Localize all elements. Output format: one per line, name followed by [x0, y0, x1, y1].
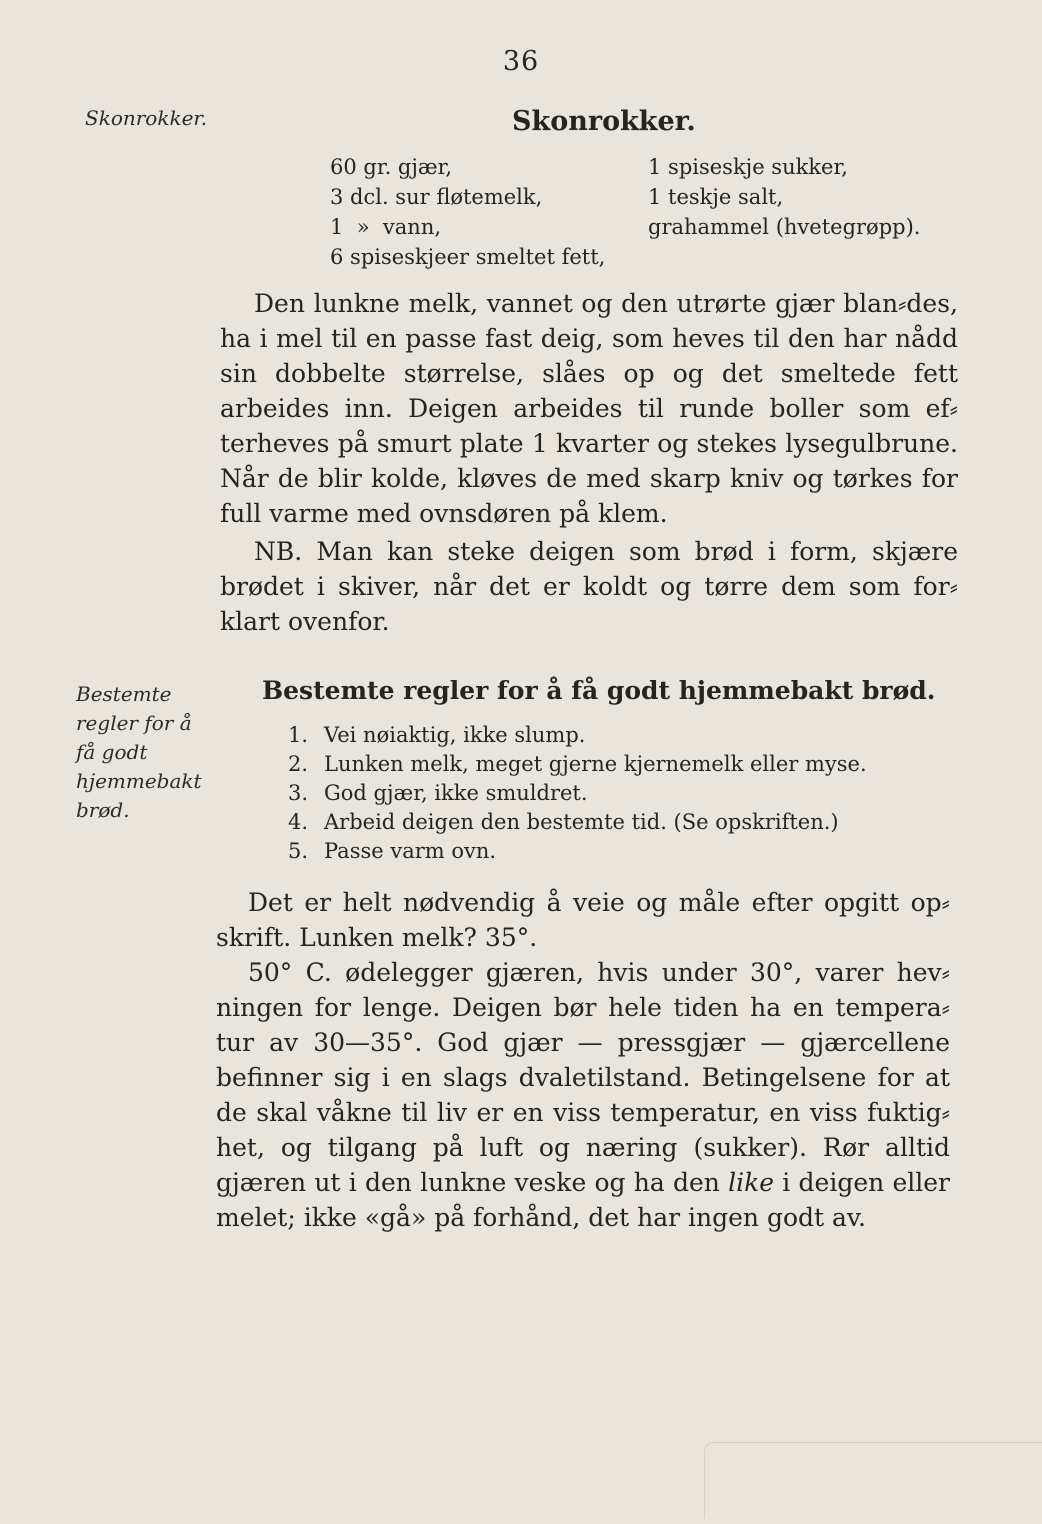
explanation-text: 50° C. ødelegger gjæren, hvis under 30°, varer hev⸗ningen for lenge. Deigen bør hele tiden ha en tempera⸗tur av 30—35°. God gjær — pressgjær — gjærcellene befinner sig i en slags dvaletilstand. Betingelsene for at de skal våkne til liv er en viss temperatur, en viss fuktig⸗het, og tilgang på luft og næring (sukker). Rør alltid gjæren ut i den lunkne veske og ha den — [216, 958, 950, 1197]
ingredient-item: 1 spiseskje sukker, — [648, 155, 848, 179]
emphasis-word: like — [728, 1168, 775, 1197]
heading-bestemte-regler: Bestemte regler for å få godt hjemmebakt brød. — [262, 676, 936, 705]
ingredient-item: 1 » vann, — [330, 215, 442, 239]
ingredient-item: 60 gr. gjær, — [330, 155, 453, 179]
rules-list — [288, 721, 867, 866]
margin-note-skonrokker: Skonrokker. — [85, 106, 208, 130]
rule-number: 4. — [288, 810, 309, 834]
rule-number: 1. — [288, 723, 309, 747]
rule-text: Vei nøiaktig, ikke slump. — [324, 723, 586, 747]
explanation-paragraph-1: Det er helt nødvendig å veie og måle efter opgitt op⸗skrift. Lunken melk? 35°. — [216, 888, 950, 952]
rule-text: Lunken melk, meget gjerne kjernemelk eller myse. — [324, 752, 867, 776]
rule-text: Arbeid deigen den bestemte tid. (Se opskriften.) — [324, 810, 839, 834]
page-number: 36 — [502, 46, 540, 77]
heading-skonrokker: Skonrokker. — [512, 106, 696, 137]
rule-number: 5. — [288, 839, 309, 863]
rule-number: 2. — [288, 752, 309, 776]
page-corner-mark — [704, 1442, 1042, 1519]
ingredient-item: grahammel (hvetegrøpp). — [648, 215, 921, 239]
ingredients-right-column — [648, 152, 920, 242]
ingredients-left-column — [330, 152, 605, 272]
rule-item — [288, 837, 867, 866]
rule-text: God gjær, ikke smuldret. — [324, 781, 588, 805]
rule-text: Passe varm ovn. — [324, 839, 497, 863]
ingredient-item: 1 teskje salt, — [648, 185, 784, 209]
ingredient-item: 6 spiseskjeer smeltet fett, — [330, 245, 606, 269]
rule-item — [288, 808, 867, 837]
rule-item — [288, 721, 867, 750]
method-paragraph: Den lunkne melk, vannet og den utrørte gjær blan⸗des, ha i mel til en passe fast deig, som heves til den har nådd sin dobbelte størrelse, slåes op og det smeltede fett arbeides inn. Deigen arbeides til runde boller som ef⸗terheves på smurt plate 1 kvarter og stekes lysegulbrune. Når de blir kolde, kløves de med skarp kniv og tørkes for full varme med ovnsdøren på klem. — [220, 289, 958, 528]
rule-item — [288, 750, 867, 779]
rule-number: 3. — [288, 781, 309, 805]
rule-item — [288, 779, 867, 808]
explanation-text: i deigen eller melet; ikke «gå» på forhånd, det har ingen godt av. — [216, 1168, 950, 1232]
margin-note-bestemte-regler: Bestemte regler for å få godt hjemmebakt brød. — [76, 682, 202, 822]
note-paragraph: NB. Man kan steke deigen som brød i form, skjære brødet i skiver, når det er koldt og tørre dem som for⸗klart ovenfor. — [220, 537, 958, 636]
explanation-paragraph-2 — [216, 955, 950, 1235]
ingredient-item: 3 dcl. sur fløtemelk, — [330, 185, 543, 209]
